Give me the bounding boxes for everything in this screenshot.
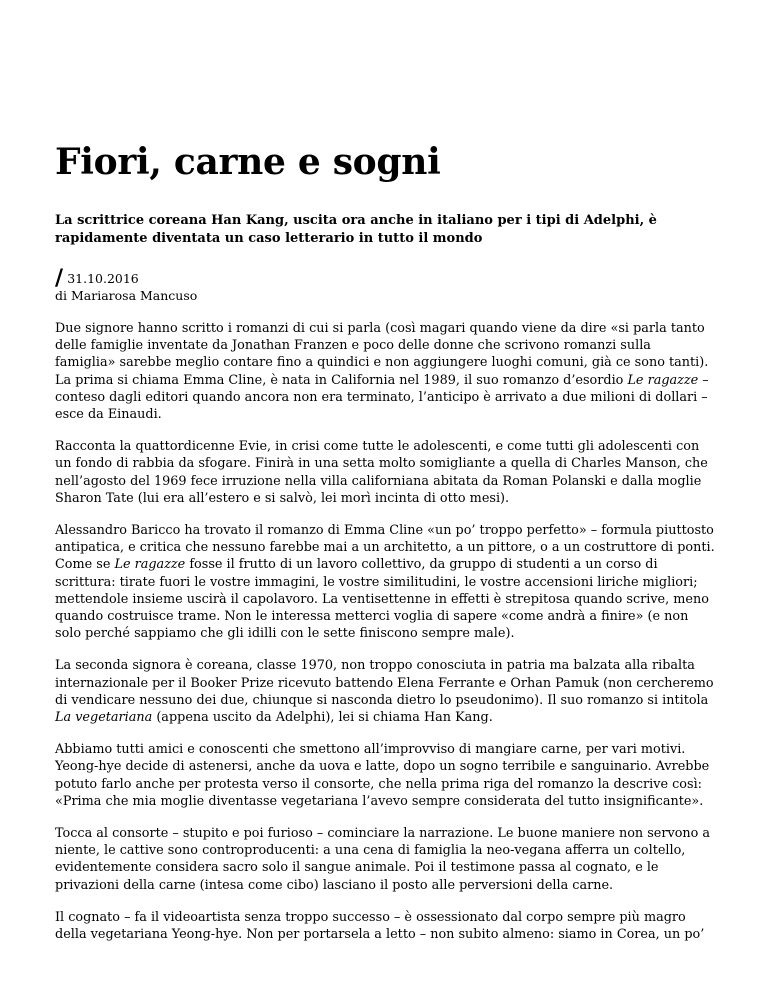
book-title-le-ragazze: Le ragazze xyxy=(114,557,186,573)
book-title-le-ragazze: Le ragazze xyxy=(627,372,699,388)
article-meta xyxy=(55,266,715,304)
paragraph-7: Il cognato – fa il videoartista senza troppo successo – è ossessionato dal corpo sempre più magro della vegetariana Yeong-hye. Non per portarsela a letto – non subito almeno: siamo in Corea, un po’ xyxy=(55,909,705,943)
paragraph-4 xyxy=(55,657,715,726)
paragraph-4-text-b: (appena uscito da Adelphi), lei si chiama Han Kang. xyxy=(152,710,493,726)
paragraph-6: Tocca al consorte – stupito e poi furioso – cominciare la narrazione. Le buone maniere non servono a niente, le cattive sono controproducenti: a una cena di famiglia la neo-vegana afferra un coltello, evidentemente considera sacro solo il sangue animale. Poi il testimone passa al cognato, e le privazioni della carne (intesa come cibo) lasciano il posto alle perversioni della carne. xyxy=(55,826,711,893)
paragraph-1-text-a: Due signore hanno scritto i romanzi di cui si parla (così magari quando viene da dire «si parla tanto delle famiglie inventate da Jonathan Franzen e poco delle donne che scrivono romanzi sulla famiglia» sarebbe meglio contare fino a quindici e non aggiungere luoghi comuni, già ce sono tanti). La prima si chiama Emma Cline, è nata in California nel 1989, il suo romanzo d’esordio xyxy=(55,321,709,388)
article xyxy=(55,140,715,958)
paragraph-2: Racconta la quattordicenne Evie, in crisi come tutte le adolescenti, e come tutti gli adolescenti con un fondo di rabbia da sfogare. Finirà in una setta molto somigliante a quella di Charles Manson, che nell’agosto del 1969 fece irruzione nella villa californiana abitata da Roman Polanski e dalla moglie Sharon Tate (lui era all’estero e si salvò, lei morì incinta di otto mesi). xyxy=(55,439,708,506)
article-author: di Mariarosa Mancuso xyxy=(55,288,198,303)
paragraph-3 xyxy=(55,522,715,642)
slash-separator: / xyxy=(55,266,64,291)
paragraph-1 xyxy=(55,320,715,423)
paragraph-4-text-a: La seconda signora è coreana, classe 1970, non troppo conosciuta in patria ma balzata alla ribalta internazionale per il Booker Prize ricevuto battendo Elena Ferrante e Orhan Pamuk (non cercheremo di vendicare nessuno dei due, chiunque si nasconda dietro lo pseudonimo). Il suo romanzo si intitola xyxy=(55,658,714,708)
paragraph-3-text-b: fosse il frutto di un lavoro collettivo, da gruppo di studenti a un corso di scrittura: tirate fuori le vostre immagini, le vostre similitudini, le vostre accensioni liriche migliori; mettendole insieme uscirà il capolavoro. La ventisettenne in effetti è strepitosa quando scrive, meno quando costruisce trame. Non le interessa metterci voglia di sapere «come andrà a finire» (e non solo perché sappiamo che gli idilli con le sette finiscono sempre male). xyxy=(55,557,709,642)
paragraph-5: Abbiamo tutti amici e conoscenti che smettono all’improvviso di mangiare carne, per vari motivi. Yeong-hye decide di astenersi, anche da uova e latte, dopo un sogno terribile e sanguinario. Avrebbe potuto farlo anche per protesta verso il consorte, che nella prima riga del romanzo la descrive così: «Prima che mia moglie diventasse vegetariana l’avevo sempre considerata del tutto insignificante». xyxy=(55,742,710,809)
paragraph-1-text-b: – conteso dagli editori quando ancora non era terminato, l’anticipo è arrivato a due milioni di dollari – esce da Einaudi. xyxy=(55,372,709,423)
book-title-la-vegetariana: La vegetariana xyxy=(55,710,153,726)
article-date: 31.10.2016 xyxy=(67,271,139,286)
article-body xyxy=(55,320,715,943)
article-subtitle: La scrittrice coreana Han Kang, uscita ora anche in italiano per i tipi di Adelphi, è rapidamente diventata un caso letterario in tutto il mondo xyxy=(55,213,657,246)
paragraph-3-text-a: Alessandro Baricco ha trovato il romanzo di Emma Cline «un po’ troppo perfetto» – formula piuttosto antipatica, e critica che nessuno farebbe mai a un architetto, a un pittore, o a un costruttore di ponti. Come se xyxy=(55,523,715,573)
article-title: Fiori, carne e sogni xyxy=(55,141,441,183)
